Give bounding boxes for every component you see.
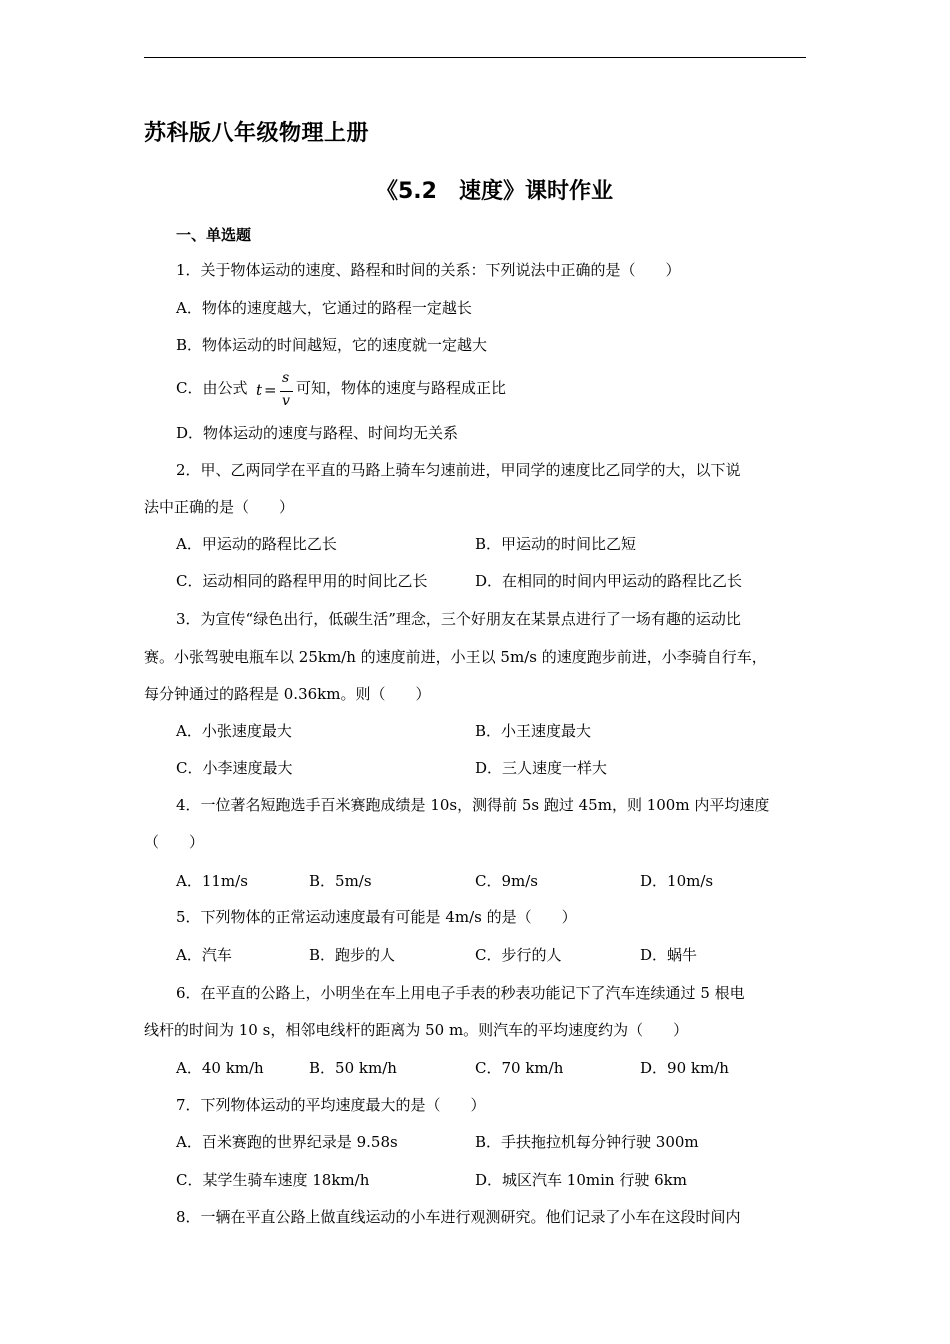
question-5-option-d: D．蜗牛	[640, 946, 698, 964]
lesson-title: 《5.2 速度》课时作业	[376, 179, 613, 204]
question-1-option-c-prefix: C．由公式	[176, 379, 248, 397]
fraction-bar	[280, 391, 293, 392]
question-1: 1．关于物体运动的速度、路程和时间的关系：下列说法中正确的是（ ）	[176, 261, 681, 279]
question-3-line-2: 赛。小张驾驶电瓶车以 25km/h 的速度前进，小王以 5m/s 的速度跑步前进，小李骑自行车，	[144, 648, 767, 666]
question-1-option-c-suffix: 可知，物体的速度与路程成正比	[296, 379, 507, 397]
question-4-line-2: （ ）	[144, 833, 205, 851]
question-6-option-c: C．70 km/h	[475, 1059, 564, 1077]
document-title: 苏科版八年级物理上册	[144, 121, 370, 146]
question-2-option-d: D．在相同的时间内甲运动的路程比乙长	[475, 572, 743, 590]
question-3-option-c: C．小李速度最大	[176, 759, 293, 777]
question-2-line-1: 2．甲、乙两同学在平直的马路上骑车匀速前进，甲同学的速度比乙同学的大，以下说	[176, 461, 741, 479]
question-2-option-c: C．运动相同的路程甲用的时间比乙长	[176, 572, 428, 590]
question-4-option-d: D．10m/s	[640, 872, 714, 890]
formula-numerator: s	[282, 370, 290, 386]
section-heading: 一、单选题	[176, 226, 252, 244]
question-1-option-a: A．物体的速度越大，它通过的路程一定越长	[176, 299, 472, 317]
question-3-line-1: 3．为宣传“绿色出行，低碳生活”理念，三个好朋友在某景点进行了一场有趣的运动比	[176, 610, 741, 628]
question-2-option-a: A．甲运动的路程比乙长	[176, 535, 337, 553]
question-6-line-2: 线杆的时间为 10 s，相邻电线杆的距离为 50 m。则汽车的平均速度约为（ ）	[144, 1021, 689, 1039]
question-3-option-a: A．小张速度最大	[176, 722, 292, 740]
question-7-option-a: A．百米赛跑的世界纪录是 9.58s	[176, 1133, 398, 1151]
formula-equals: =	[264, 381, 277, 399]
question-6-option-d: D．90 km/h	[640, 1059, 729, 1077]
question-5-option-a: A．汽车	[176, 946, 232, 964]
formula-lhs: t	[256, 381, 263, 399]
question-5-option-c: C．步行的人	[475, 946, 562, 964]
question-4-option-c: C．9m/s	[475, 872, 538, 890]
question-6-option-a: A．40 km/h	[176, 1059, 264, 1077]
question-5: 5．下列物体的正常运动速度最有可能是 4m/s 的是（ ）	[176, 908, 577, 926]
question-2-option-b: B．甲运动的时间比乙短	[475, 535, 637, 553]
velocity-formula	[256, 372, 296, 412]
question-3-option-d: D．三人速度一样大	[475, 759, 608, 777]
question-4-line-1: 4．一位著名短跑选手百米赛跑成绩是 10s，测得前 5s 跑过 45m，则 100m 内平均速度	[176, 796, 770, 814]
question-3-line-3: 每分钟通过的路程是 0.36km。则（ ）	[144, 685, 431, 703]
question-7: 7．下列物体运动的平均速度最大的是（ ）	[176, 1096, 486, 1114]
question-2-line-2: 法中正确的是（ ）	[144, 498, 295, 516]
question-3-option-b: B．小王速度最大	[475, 722, 592, 740]
question-7-option-c: C．某学生骑车速度 18km/h	[176, 1171, 370, 1189]
formula-denominator: v	[282, 393, 290, 409]
header-rule	[144, 57, 806, 58]
question-7-option-d: D．城区汽车 10min 行驶 6km	[475, 1171, 687, 1189]
question-7-option-b: B．手扶拖拉机每分钟行驶 300m	[475, 1133, 699, 1151]
question-5-option-b: B．跑步的人	[309, 946, 396, 964]
question-1-option-b: B．物体运动的时间越短，它的速度就一定越大	[176, 336, 488, 354]
question-1-option-d: D．物体运动的速度与路程、时间均无关系	[176, 424, 459, 442]
question-4-option-a: A．11m/s	[176, 872, 248, 890]
question-4-option-b: B．5m/s	[309, 872, 372, 890]
question-6-option-b: B．50 km/h	[309, 1059, 397, 1077]
question-6-line-1: 6．在平直的公路上，小明坐在车上用电子手表的秒表功能记下了汽车连续通过 5 根电	[176, 984, 745, 1002]
question-8-line-1: 8．一辆在平直公路上做直线运动的小车进行观测研究。他们记录了小车在这段时间内	[176, 1208, 741, 1226]
